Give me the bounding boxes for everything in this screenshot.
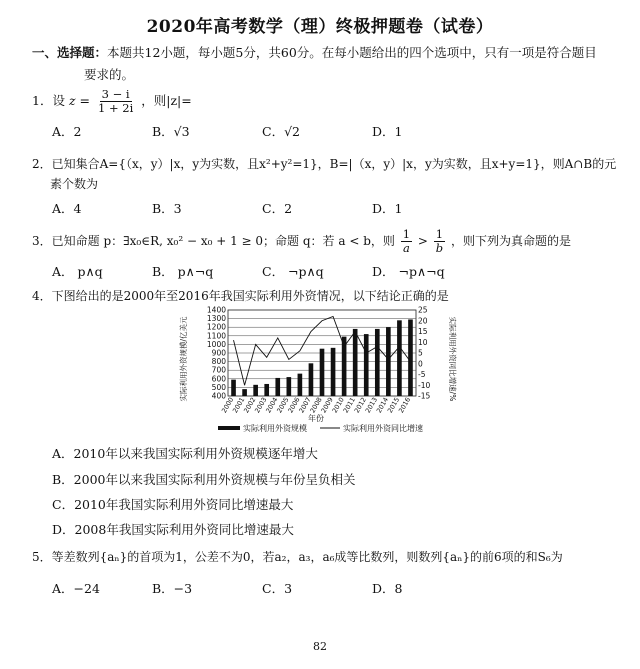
x-tick-label: 2013	[363, 396, 380, 415]
bar	[364, 334, 369, 396]
x-tick-label: 2014	[374, 396, 391, 415]
q4-option-c: C．2010年我国实际利用外资同比增速最大	[52, 497, 294, 512]
y-left-tick-label: 800	[211, 357, 226, 367]
q4-option-d: D．2008年我国实际利用外资同比增速最大	[52, 522, 294, 537]
q2-option-b: B．3	[152, 201, 182, 216]
q1-option-b: B．√3	[152, 124, 190, 139]
page-title: 2020年高考数学（理）终极押题卷（试卷）	[146, 17, 494, 37]
bar	[253, 385, 258, 396]
q3-fraction-1-den: a	[402, 241, 410, 255]
q1-suffix: ，则|z|=	[141, 93, 192, 108]
q1-z: z	[68, 93, 76, 108]
x-tick-label: 2010	[330, 396, 346, 415]
y-right-tick-label: 5	[418, 348, 423, 358]
x-tick-label: 2016	[397, 396, 413, 415]
q4-option-a: A．2010年以来我国实际利用外资规模逐年增大	[52, 446, 318, 461]
q2-line1: 2．已知集合A={（x，y）|x，y为实数，且x²+y²=1}，B=|（x，y）|x，y为实数，且x+y=1}，则A∩B的元	[32, 157, 617, 171]
q3-fraction-2-den: b	[435, 241, 444, 255]
x-tick-label: 2008	[308, 396, 324, 415]
x-tick-label: 2009	[319, 396, 335, 415]
page-number: 82	[313, 640, 327, 653]
bar	[397, 320, 402, 396]
q3-fraction-2-num: 1	[435, 227, 444, 241]
q5-option-a: A．−24	[52, 581, 100, 596]
y-right-tick-label: 10	[418, 337, 428, 347]
q2-option-d: D．1	[372, 201, 403, 216]
bar	[386, 327, 391, 396]
section-heading: 一、选择题：	[32, 45, 108, 60]
question-3	[32, 228, 617, 255]
q1-eq: =	[79, 93, 90, 108]
y-left-tick-label: 600	[211, 374, 226, 384]
x-tick-label: 2005	[275, 396, 291, 415]
x-tick-label: 2015	[385, 396, 402, 415]
legend-bar-swatch	[218, 426, 240, 430]
legend-line-label: 实际利用外资同比增速	[343, 424, 423, 433]
q2-option-a: A．4	[52, 201, 82, 216]
q3-option-a: A． p∧q	[52, 264, 103, 279]
bar	[264, 384, 269, 396]
bar	[231, 380, 236, 396]
q2-line2: 素个数为	[50, 177, 99, 191]
q3-option-c: C． ¬p∧q	[262, 264, 324, 279]
bar	[298, 374, 303, 396]
q1-option-a: A．2	[52, 124, 82, 139]
y-right-tick-label: 25	[418, 305, 428, 315]
q1-fraction	[96, 88, 135, 115]
x-tick-label: 2006	[286, 396, 302, 415]
x-tick-label: 2002	[242, 396, 258, 415]
x-tick-label: 2001	[231, 396, 247, 415]
q1-options	[52, 122, 612, 140]
q3-fraction-1-num: 1	[402, 227, 411, 241]
question-2	[32, 154, 617, 194]
y-axis-right-label: 实际利用外资同比增速/%	[448, 316, 457, 402]
bar	[242, 389, 247, 396]
q2-option-c: C．2	[262, 201, 293, 216]
section-text-line1: 本题共12小题，每小题5分，共60分。在每小题给出的四个选项中，只有一项是符合题目	[107, 45, 597, 60]
q3-text-a: 3．已知命题 p：∃x₀∈R, x₀² − x₀ + 1 ≥ 0；命题 q：若 a < b，则	[32, 234, 395, 248]
y-left-tick-label: 1300	[206, 314, 226, 324]
y-left-tick-label: 500	[211, 382, 226, 392]
y-axis-left-label: 实际利用外资规模/亿美元	[179, 316, 188, 402]
q3-fraction-2	[434, 228, 445, 255]
y-left-tick-label: 900	[211, 348, 226, 358]
y-right-tick-label: -5	[418, 370, 426, 379]
question-5: 5．等差数列{aₙ}的首项为1，公差不为0，若a₂，a₃，a₆成等比数列，则数列{aₙ}的前6项的和S₆为	[32, 550, 563, 564]
q1-fraction-num: 3 − i	[101, 87, 130, 101]
y-left-tick-label: 400	[211, 391, 226, 401]
y-left-tick-label: 1400	[206, 305, 226, 315]
y-left-tick-label: 700	[211, 365, 226, 375]
y-right-tick-label: 0	[418, 359, 423, 369]
q3-text-b: ，则下列为真命题的是	[450, 234, 571, 248]
x-tick-label: 2003	[253, 396, 269, 415]
q1-fraction-den: 1 + 2i	[97, 101, 134, 115]
bar	[375, 329, 380, 396]
x-tick-label: 2012	[352, 396, 368, 415]
section-instructions	[32, 42, 617, 86]
q1-option-c: C．√2	[262, 124, 300, 139]
y-left-tick-label: 1200	[206, 322, 226, 332]
q1-prefix: 1．设	[32, 93, 65, 108]
x-tick-label: 2007	[297, 396, 313, 415]
bar	[309, 363, 314, 396]
x-tick-label: 2000	[220, 396, 236, 415]
q3-gt: >	[417, 234, 428, 248]
y-right-tick-label: 20	[418, 316, 428, 326]
q5-option-b: B．−3	[152, 581, 193, 596]
q2-options	[52, 199, 612, 217]
q1-option-d: D．1	[372, 124, 403, 139]
x-tick-label: 2011	[341, 396, 357, 415]
chart-legend	[218, 423, 423, 433]
y-right-tick-label: -15	[418, 391, 431, 401]
y-right-tick-label: 15	[418, 327, 428, 336]
q5-option-c: C．3	[262, 581, 293, 596]
q4-option-b: B．2000年以来我国实际利用外资规模与年份呈负相关	[52, 472, 356, 487]
y-left-tick-label: 1100	[206, 331, 226, 341]
question-4: 4．下图给出的是2000年至2016年我国实际利用外资情况，以下结论正确的是	[32, 289, 449, 303]
x-tick-label: 2004	[264, 396, 280, 415]
question-1	[32, 88, 617, 115]
legend-bar-label: 实际利用外资规模	[243, 424, 307, 433]
bar	[353, 329, 358, 396]
q3-options	[52, 262, 612, 280]
bar	[331, 348, 336, 396]
bar	[408, 319, 413, 396]
bar	[287, 377, 292, 396]
q3-fraction-1	[401, 228, 412, 255]
x-axis-label: 年份	[308, 414, 324, 423]
q3-option-d: D． ¬p∧¬q	[372, 264, 445, 279]
q5-option-d: D．8	[372, 581, 403, 596]
bar	[320, 349, 325, 396]
foreign-investment-chart	[178, 304, 458, 442]
bar	[275, 378, 280, 396]
q5-options	[52, 579, 612, 597]
q3-option-b: B． p∧¬q	[152, 264, 214, 279]
y-right-tick-label: -10	[418, 380, 431, 390]
y-left-tick-label: 1000	[206, 339, 226, 349]
section-text-line2: 要求的。	[84, 67, 135, 82]
